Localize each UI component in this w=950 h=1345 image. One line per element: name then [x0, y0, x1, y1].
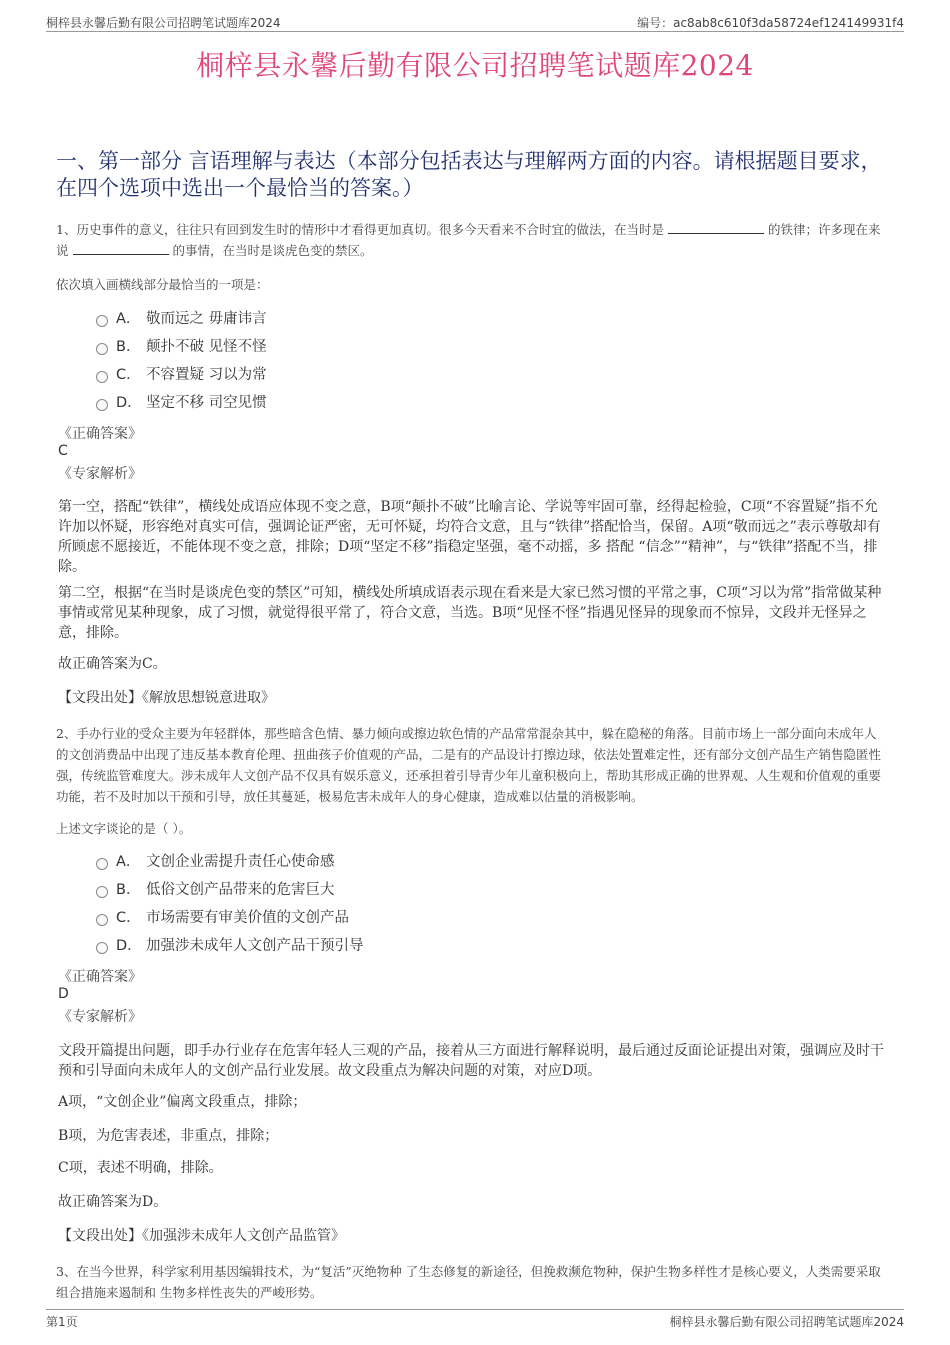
q1-option-a[interactable]: A． 敬而远之 毋庸讳言: [96, 308, 267, 330]
q1-blank-2: [73, 243, 169, 255]
radio-icon[interactable]: [96, 371, 108, 383]
q1-analysis-p2: 第二空，根据“在当时是谈虎色变的禁区”可知，横线处所填成语表示现在看来是大家已然习惯的平常之事，C项“习以为常”指常做某种事情或常见某种现象，成了习惯，就觉得很平常了，符合文意，当选。B项“见怪不怪”指遇见怪异的现象而不惊异，文段并无怪异之意，排除。: [58, 585, 882, 641]
radio-icon[interactable]: [96, 942, 108, 954]
page-footer: [46, 1309, 904, 1327]
q2-analysis-p3: B项，为危害表述，非重点，排除；: [58, 1128, 279, 1144]
q2-analysis-p1: 文段开篇提出问题，即手办行业存在危害年轻人三观的产品，接着从三方面进行解释说明，最后通过反面论证提出对策，强调应及时干预和引导面向未成年人的文创产品行业发展。故文段重点为解决问题的对策，对应D项。: [58, 1043, 884, 1079]
q2-analysis-p5: 故正确答案为D。: [58, 1194, 168, 1210]
q2-source: 【文段出处】《加强涉未成年人文创产品监管》: [58, 1228, 345, 1244]
q1-analysis-label: 《专家解析》: [58, 466, 142, 482]
section-heading: 一、第一部分 言语理解与表达（本部分包括表达与理解两方面的内容。请根据题目要求，在四个选项中选出一个最恰当的答案。）: [56, 149, 882, 200]
q2-option-d[interactable]: D． 加强涉未成年人文创产品干预引导: [96, 935, 364, 957]
question-2-stem: 2、手办行业的受众主要为年轻群体，那些暗含色情、暴力倾向或擦边软色情的产品常常混杂其中，躲在隐秘的角落。目前市场上一部分面向未成年人的文创消费品中出现了违反基本教育伦理、扭曲孩子价值观的产品，二是有的产品设计打擦边球，依法处置难定性，还有部分文创产品生产销售隐匿性强，传统监管难度大。涉未成年人文创产品不仅具有娱乐意义，还承担着引导青少年儿童积极向上，帮助其形成正确的世界观、人生观和价值观的重要功能，若不及时加以干预和引导，放任其蔓延，极易危害未成年人的身心健康，造成难以估量的消极影响。: [56, 726, 882, 804]
q1-stem-part-a: 1、历史事件的意义，往往只有回到发生时的情形中才看得更加真切。很多今天看来不合时宜的做法，在当时是: [56, 222, 664, 237]
radio-icon[interactable]: [96, 399, 108, 411]
q2-option-a[interactable]: A． 文创企业需提升责任心使命感: [96, 851, 335, 873]
q2-option-c[interactable]: C． 市场需要有审美价值的文创产品: [96, 907, 349, 929]
page-header: [46, 14, 904, 32]
radio-icon[interactable]: [96, 886, 108, 898]
radio-icon[interactable]: [96, 343, 108, 355]
q1-option-d[interactable]: D． 坚定不移 司空见惯: [96, 392, 267, 414]
footer-title: 桐梓县永馨后勤有限公司招聘笔试题库2024: [669, 1315, 904, 1329]
q2-analysis-p2: A项，“文创企业”偏离文段重点，排除；: [58, 1094, 307, 1110]
q1-blank-1: [668, 222, 764, 234]
page-number: 第1页: [46, 1315, 78, 1329]
q1-stem-part-c: 的事情，在当时是谈虎色变的禁区。: [172, 243, 373, 258]
page-title: 桐梓县永馨后勤有限公司招聘笔试题库2024: [196, 49, 754, 82]
q2-option-b[interactable]: B． 低俗文创产品带来的危害巨大: [96, 879, 335, 901]
radio-icon[interactable]: [96, 858, 108, 870]
header-doc-id: 编号：ac8ab8c610f3da58724ef124149931f4: [637, 16, 904, 30]
q1-stem-part-b: 的铁律；许多现在来说: [56, 222, 881, 258]
q1-analysis-p3: 故正确答案为C。: [58, 656, 167, 672]
q1-analysis-p1: 第一空，搭配“铁律”，横线处成语应体现不变之意，B项“颠扑不破”比喻言论、学说等牢固可靠，经得起检验，C项“不容置疑”指不允许加以怀疑，形容绝对真实可信，强调论证严密，无可怀疑，均符合文意，且与“铁律”搭配恰当，保留。A项“敬而远之”表示尊敬却有所顾虑不愿接近，不能体现不变之意，排除；D项“坚定不移”指稳定坚强，毫不动摇，多 搭配 “信念”“精神”，与“铁律”搭配不当，排除。: [58, 499, 881, 575]
q1-answer-label: 《正确答案》: [58, 426, 142, 442]
q1-option-b[interactable]: B． 颠扑不破 见怪不怪: [96, 336, 267, 358]
q1-prompt: 依次填入画横线部分最恰当的一项是：: [56, 277, 269, 292]
header-title: 桐梓县永馨后勤有限公司招聘笔试题库2024: [46, 16, 281, 30]
q2-analysis-label: 《专家解析》: [58, 1009, 142, 1025]
q1-answer: C: [58, 443, 68, 459]
radio-icon[interactable]: [96, 315, 108, 327]
q2-answer-label: 《正确答案》: [58, 969, 142, 985]
q2-analysis-p4: C项，表述不明确，排除。: [58, 1160, 223, 1176]
radio-icon[interactable]: [96, 914, 108, 926]
q2-prompt: 上述文字谈论的是（ ）。: [56, 821, 192, 836]
q2-answer: D: [58, 986, 69, 1002]
question-3-stem: 3、在当今世界，科学家利用基因编辑技术，为“复活”灭绝物种 了生态修复的新途径，但挽救濒危物种，保护生物多样性才是核心要义，人类需要采取组合措施来遏制和 生物多样性丧失的严峻形势。: [56, 1264, 881, 1300]
q1-option-c[interactable]: C． 不容置疑 习以为常: [96, 364, 267, 386]
question-1-stem: [56, 219, 888, 261]
q1-source: 【文段出处】《解放思想锐意进取》: [58, 690, 275, 706]
